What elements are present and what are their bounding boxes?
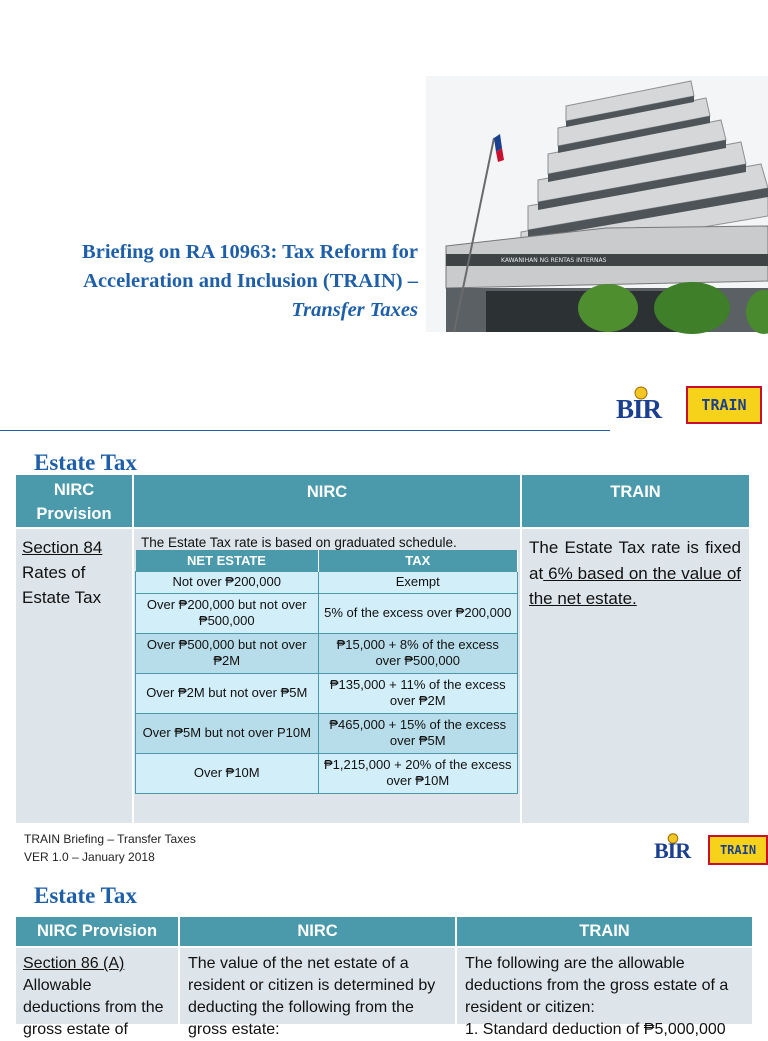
net-estate-cell: Over ₱200,000 but not over ₱500,000 xyxy=(136,593,319,633)
presentation-title xyxy=(0,238,418,325)
train-logo: TRAIN xyxy=(708,835,768,865)
net-estate-cell: Over ₱500,000 but not over ₱2M xyxy=(136,633,319,673)
bir-logo-text: BIR xyxy=(616,394,662,424)
col-header-train: TRAIN xyxy=(522,475,749,527)
bir-logo-text: BIR xyxy=(654,838,691,863)
col-header-provision: NIRC Provision xyxy=(16,475,132,527)
nirc-cell xyxy=(134,529,520,823)
s3-provision-cell xyxy=(16,948,178,1038)
s3-col-header-nirc: NIRC xyxy=(180,917,455,946)
title-line-2: Acceleration and Inclusion (TRAIN) – xyxy=(83,270,418,292)
slide3-heading: Estate Tax xyxy=(34,883,137,908)
provision-cell xyxy=(16,529,132,823)
s3-col-header-provision: NIRC Provision xyxy=(16,917,178,946)
train-logo: TRAIN xyxy=(686,386,762,424)
slide-footer xyxy=(24,830,196,866)
s3-train-item: 1. Standard deduction of ₱5,000,000 xyxy=(465,1021,726,1038)
train-estate-rate-text xyxy=(522,529,749,612)
building-sign: KAWANIHAN NG RENTAS INTERNAS xyxy=(501,257,607,264)
slide-divider xyxy=(0,430,610,431)
title-line-1: Briefing on RA 10963: Tax Reform for xyxy=(82,241,418,263)
tax-cell: 5% of the excess over ₱200,000 xyxy=(318,593,518,633)
bir-logo xyxy=(616,386,686,424)
footer-line-1: TRAIN Briefing – Transfer Taxes xyxy=(24,832,196,846)
table-row xyxy=(136,673,518,713)
tax-cell: ₱135,000 + 11% of the excess over ₱2M xyxy=(318,673,518,713)
table-row xyxy=(136,753,518,793)
s3-train-cell xyxy=(457,948,752,1038)
tax-cell: Exempt xyxy=(318,572,518,594)
bir-logo xyxy=(654,833,706,865)
train-cell xyxy=(522,529,749,823)
table-header-net-estate: NET ESTATE xyxy=(136,550,319,572)
table-row xyxy=(136,572,518,594)
s3-nirc-text: The value of the net estate of a resident or citizen is determined by deducting the following from the gross estate: xyxy=(188,955,436,1038)
table-header-tax: TAX xyxy=(318,550,518,572)
graduated-rate-table xyxy=(135,550,518,794)
net-estate-cell: Over ₱10M xyxy=(136,753,319,793)
title-line-3: Transfer Taxes xyxy=(291,299,418,321)
net-estate-cell: Over ₱5M but not over P10M xyxy=(136,713,319,753)
table-row xyxy=(136,713,518,753)
graduated-intro: The Estate Tax rate is based on graduated schedule. xyxy=(141,535,457,550)
bir-building-photo xyxy=(426,76,768,332)
train-rate-emphasis: 6% based on the value of the net estate. xyxy=(529,563,741,608)
slide2-heading: Estate Tax xyxy=(34,450,137,475)
section-84-desc: Rates of Estate Tax xyxy=(22,563,102,607)
section-86a-label: Section 86 (A) xyxy=(23,955,125,972)
logo-group-top xyxy=(616,386,768,424)
tax-cell: ₱465,000 + 15% of the excess over ₱5M xyxy=(318,713,518,753)
section-86a-desc: Allowable deductions from the gross estate of xyxy=(23,977,164,1038)
table-row xyxy=(136,593,518,633)
tax-cell: ₱15,000 + 8% of the excess over ₱500,000 xyxy=(318,633,518,673)
net-estate-cell: Over ₱2M but not over ₱5M xyxy=(136,673,319,713)
net-estate-cell: Not over ₱200,000 xyxy=(136,572,319,594)
logo-group-footer xyxy=(654,833,768,865)
section-84-label: Section 84 xyxy=(22,538,103,557)
s3-col-header-train: TRAIN xyxy=(457,917,752,946)
s3-nirc-cell xyxy=(180,948,455,1038)
tax-cell: ₱1,215,000 + 20% of the excess over ₱10M xyxy=(318,753,518,793)
train-rate-intro: The Estate Tax rate is fixed at xyxy=(529,538,741,583)
footer-line-2: VER 1.0 – January 2018 xyxy=(24,850,155,864)
table-row xyxy=(136,633,518,673)
col-header-nirc: NIRC xyxy=(134,475,520,527)
s3-train-text: The following are the allowable deductions from the gross estate of a resident or citizen: xyxy=(465,955,729,1016)
